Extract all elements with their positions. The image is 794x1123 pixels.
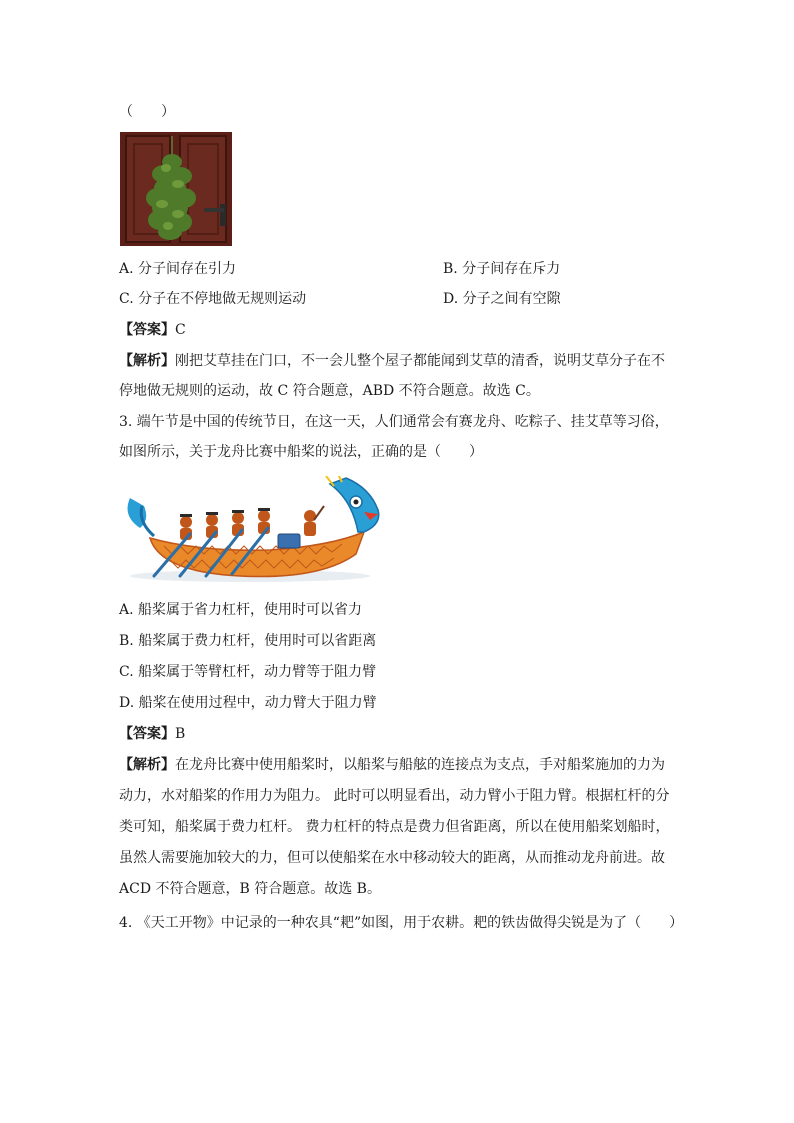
- q2-analysis-label: 【解析】: [119, 353, 175, 369]
- q2-option-a: A. 分子间存在引力: [119, 261, 237, 277]
- q2-answer-label: 【答案】: [119, 322, 175, 338]
- q2-stem-tail: （ ）: [119, 104, 175, 120]
- q2-analysis-text-1: 刚把艾草挂在门口，不一会儿整个屋子都能闻到艾草的清香，说明艾草分子在不: [175, 353, 665, 369]
- q3-analysis-line-2: 动力，水对船桨的作用力为阻力。 此时可以明显看出，动力臂小于阻力臂。根据杠杆的分: [119, 788, 670, 804]
- q2-answer-line: [119, 321, 186, 339]
- q4-stem: 4. 《天工开物》中记录的一种农具“耙”如图，用于农耕。耙的铁齿做得尖锐是为了（ ）: [119, 915, 684, 931]
- q3-option-c: C. 船桨属于等臂杠杆，动力臂等于阻力臂: [119, 664, 377, 680]
- q3-analysis-line-1: [119, 756, 665, 774]
- mugwort-door-image: [120, 132, 232, 246]
- q3-answer-value: B: [175, 726, 186, 742]
- q3-option-a: A. 船桨属于省力杠杆，使用时可以省力: [119, 602, 363, 618]
- q3-answer-label: 【答案】: [119, 726, 175, 742]
- q2-analysis-line-2: 停地做无规则的运动，故 C 符合题意，ABD 不符合题意。故选 C。: [119, 383, 540, 399]
- q2-analysis-line-1: [119, 352, 665, 370]
- q3-stem-line-1: 3. 端午节是中国的传统节日，在这一天，人们通常会有赛龙舟、吃粽子、挂艾草等习俗，: [119, 414, 669, 430]
- q3-analysis-text-1: 在龙舟比赛中使用船桨时，以船桨与船舷的连接点为支点，手对船桨施加的力为: [175, 757, 665, 773]
- dragon-boat-image: [120, 476, 382, 588]
- q3-analysis-line-5: ACD 不符合题意，B 符合题意。故选 B。: [119, 881, 381, 897]
- q3-analysis-line-4: 虽然人需要施加较大的力，但可以使船桨在水中移动较大的距离，从而推动龙舟前进。故: [119, 850, 665, 866]
- q2-answer-value: C: [175, 322, 186, 338]
- q2-option-d: D. 分子之间有空隙: [443, 291, 561, 307]
- q3-stem-line-2: 如图所示，关于龙舟比赛中船桨的说法，正确的是（ ）: [119, 444, 483, 460]
- q3-option-d: D. 船桨在使用过程中，动力臂大于阻力臂: [119, 695, 377, 711]
- q3-option-b: B. 船桨属于费力杠杆，使用时可以省距离: [119, 633, 377, 649]
- q3-analysis-label: 【解析】: [119, 757, 175, 773]
- q3-answer-line: [119, 725, 185, 743]
- q2-option-c: C. 分子在不停地做无规则运动: [119, 291, 307, 307]
- q3-analysis-line-3: 类可知，船桨属于费力杠杆。 费力杠杆的特点是费力但省距离，所以在使用船桨划船时，: [119, 819, 670, 835]
- q2-option-b: B. 分子间存在斥力: [443, 261, 561, 277]
